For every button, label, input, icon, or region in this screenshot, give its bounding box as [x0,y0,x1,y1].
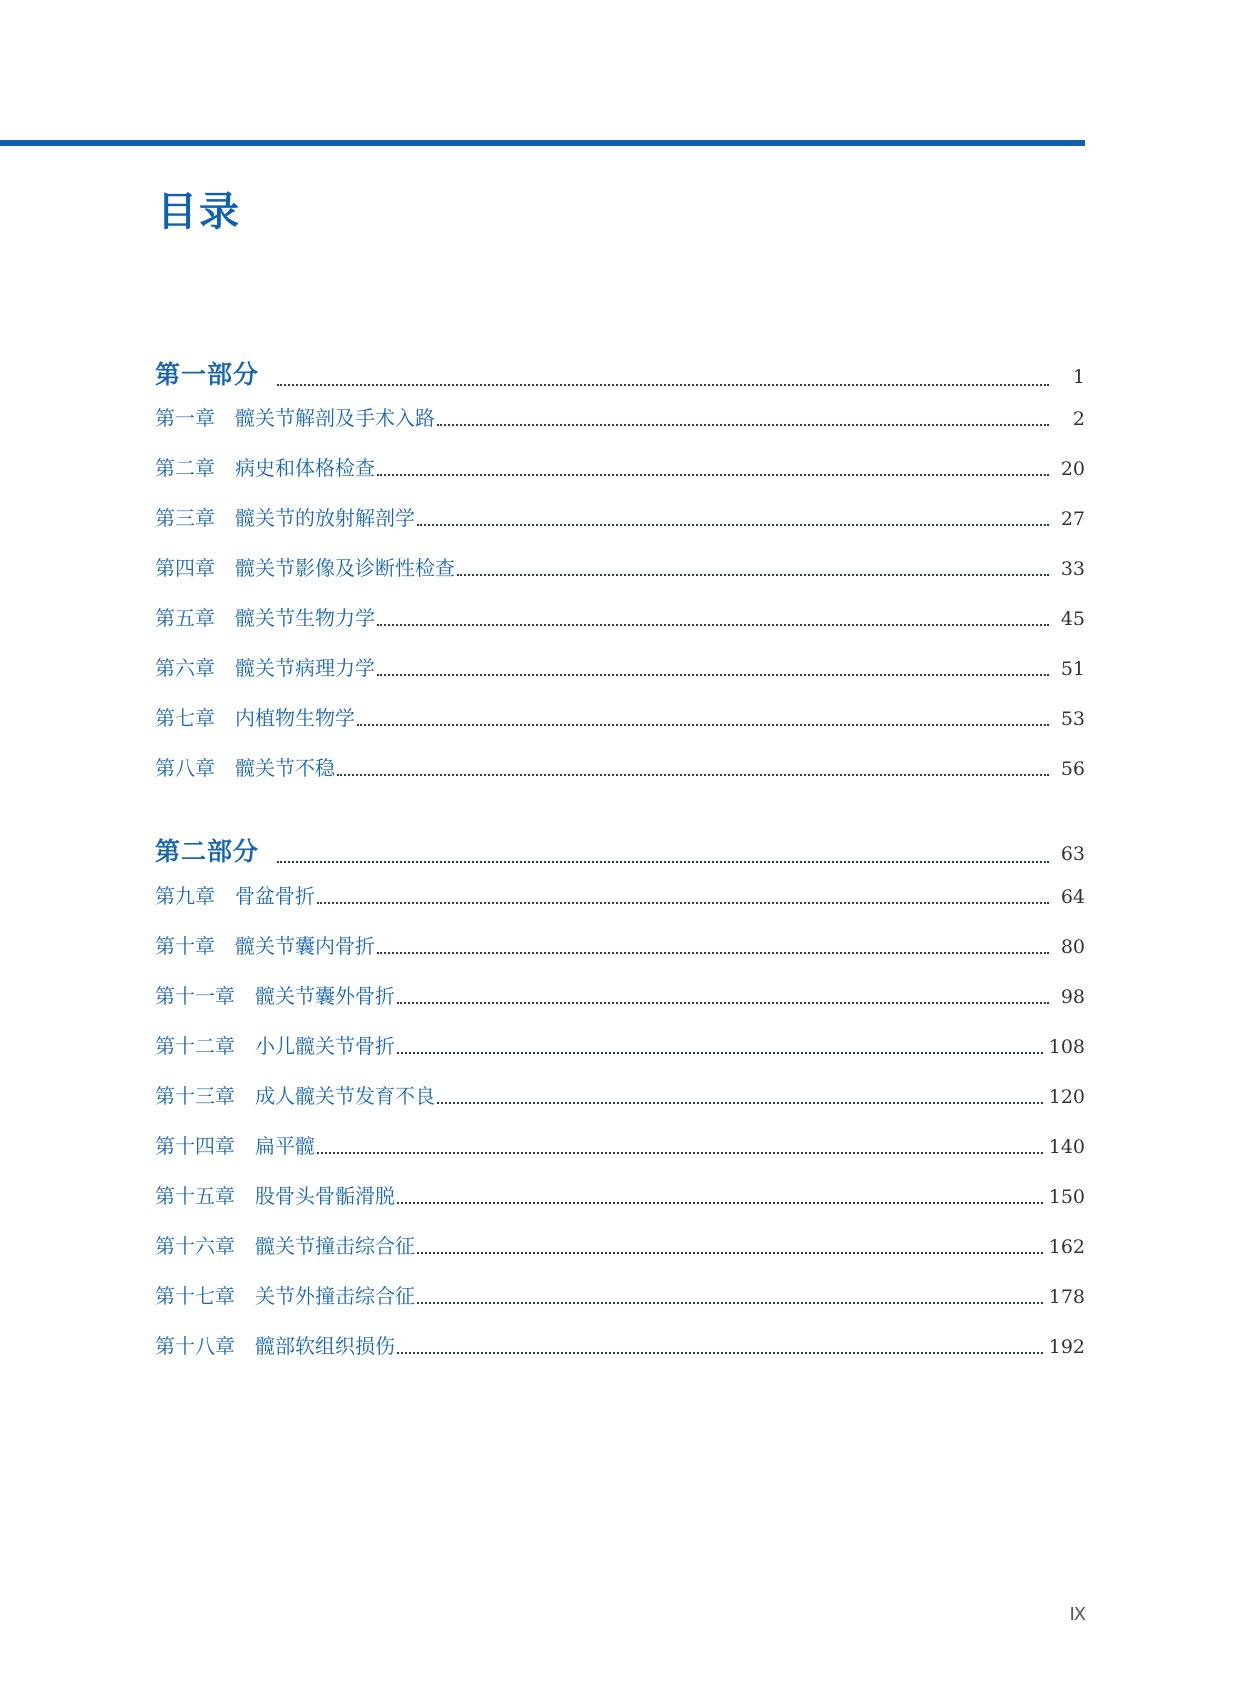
dot-leader [417,1252,1043,1254]
chapter-title: 骨盆骨折 [235,884,315,908]
page-number: 20 [1060,458,1085,480]
toc-chapter[interactable] [155,980,1085,1009]
page-number: 64 [1060,886,1085,908]
page-number: 140 [1048,1136,1085,1158]
toc-chapter[interactable] [155,652,1085,681]
chapter-number: 第八章 [155,756,215,780]
chapter-title: 髋关节囊内骨折 [235,934,375,958]
dot-leader [277,384,1049,386]
toc-chapter[interactable] [155,1130,1085,1159]
toc-chapter[interactable] [155,1080,1085,1109]
chapter-title: 髋关节撞击综合征 [255,1234,415,1258]
chapter-number: 第十二章 [155,1034,235,1058]
chapter-title: 髋关节解剖及手术入路 [235,406,435,430]
page-number: 45 [1060,608,1085,630]
toc-chapter[interactable] [155,880,1085,909]
dot-leader [277,861,1049,863]
page-number: 1 [1072,366,1085,388]
page-number: 192 [1048,1336,1085,1358]
chapter-title: 扁平髋 [255,1134,315,1158]
page-number: 27 [1060,508,1085,530]
page-number: 53 [1060,708,1085,730]
toc-chapter[interactable] [155,502,1085,531]
page-number: 51 [1060,658,1085,680]
toc-chapter[interactable] [155,452,1085,481]
dot-leader [357,724,1049,726]
dot-leader [397,1002,1049,1004]
chapter-title: 髋关节的放射解剖学 [235,506,415,530]
page-number: 80 [1060,936,1085,958]
toc-chapter[interactable] [155,1030,1085,1059]
dot-leader [417,524,1049,526]
chapter-title: 病史和体格检查 [235,456,375,480]
chapter-title: 成人髋关节发育不良 [255,1084,435,1108]
page-number: 98 [1060,986,1085,1008]
toc-chapter[interactable] [155,402,1085,431]
toc-chapter[interactable] [155,1280,1085,1309]
toc-chapter[interactable] [155,752,1085,781]
chapter-number: 第十五章 [155,1184,235,1208]
page-number: 108 [1048,1036,1085,1058]
page-number: 120 [1048,1086,1085,1108]
chapter-number: 第七章 [155,706,215,730]
chapter-title: 内植物生物学 [235,706,355,730]
chapter-number: 第五章 [155,606,215,630]
dot-leader [317,902,1049,904]
part-label: 第二部分 [155,837,260,866]
page-number: 178 [1048,1286,1085,1308]
page-number: 2 [1072,408,1085,430]
toc-chapter[interactable] [155,602,1085,631]
top-rule [0,140,1085,146]
chapter-number: 第十七章 [155,1284,235,1308]
chapter-number: 第十一章 [155,984,235,1008]
chapter-number: 第一章 [155,406,215,430]
chapter-number: 第十四章 [155,1134,235,1158]
chapter-title: 股骨头骨骺滑脱 [255,1184,395,1208]
dot-leader [317,1152,1043,1154]
dot-leader [437,1102,1043,1104]
chapter-number: 第十章 [155,934,215,958]
page-title: 目录 [157,189,241,235]
chapter-number: 第九章 [155,884,215,908]
dot-leader [377,952,1049,954]
chapter-number: 第十三章 [155,1084,235,1108]
dot-leader [457,574,1049,576]
page-number: 56 [1060,758,1085,780]
dot-leader [377,474,1049,476]
toc-part-1[interactable] [155,355,1085,391]
page-number: 150 [1048,1186,1085,1208]
dot-leader [437,424,1049,426]
chapter-number: 第二章 [155,456,215,480]
chapter-title: 小儿髋关节骨折 [255,1034,395,1058]
folio-page-number: Ⅸ [1069,1604,1086,1625]
page-number: 33 [1060,558,1085,580]
toc-chapter[interactable] [155,552,1085,581]
dot-leader [417,1302,1043,1304]
chapter-number: 第十八章 [155,1334,235,1358]
chapter-title: 髋关节囊外骨折 [255,984,395,1008]
dot-leader [397,1352,1043,1354]
dot-leader [397,1202,1043,1204]
toc-chapter[interactable] [155,702,1085,731]
toc-chapter[interactable] [155,1180,1085,1209]
toc-part-2[interactable] [155,832,1085,868]
chapter-number: 第四章 [155,556,215,580]
dot-leader [377,674,1049,676]
toc-chapter[interactable] [155,930,1085,959]
toc-chapter[interactable] [155,1330,1085,1359]
chapter-title: 髋关节影像及诊断性检查 [235,556,455,580]
chapter-title: 关节外撞击综合征 [255,1284,415,1308]
chapter-number: 第六章 [155,656,215,680]
dot-leader [377,624,1049,626]
chapter-number: 第十六章 [155,1234,235,1258]
chapter-title: 髋关节病理力学 [235,656,375,680]
chapter-title: 髋部软组织损伤 [255,1334,395,1358]
dot-leader [397,1052,1043,1054]
chapter-title: 髋关节不稳 [235,756,335,780]
page-number: 63 [1060,843,1085,865]
toc-chapter[interactable] [155,1230,1085,1259]
page-number: 162 [1048,1236,1085,1258]
chapter-number: 第三章 [155,506,215,530]
part-label: 第一部分 [155,360,260,389]
dot-leader [337,774,1049,776]
chapter-title: 髋关节生物力学 [235,606,375,630]
